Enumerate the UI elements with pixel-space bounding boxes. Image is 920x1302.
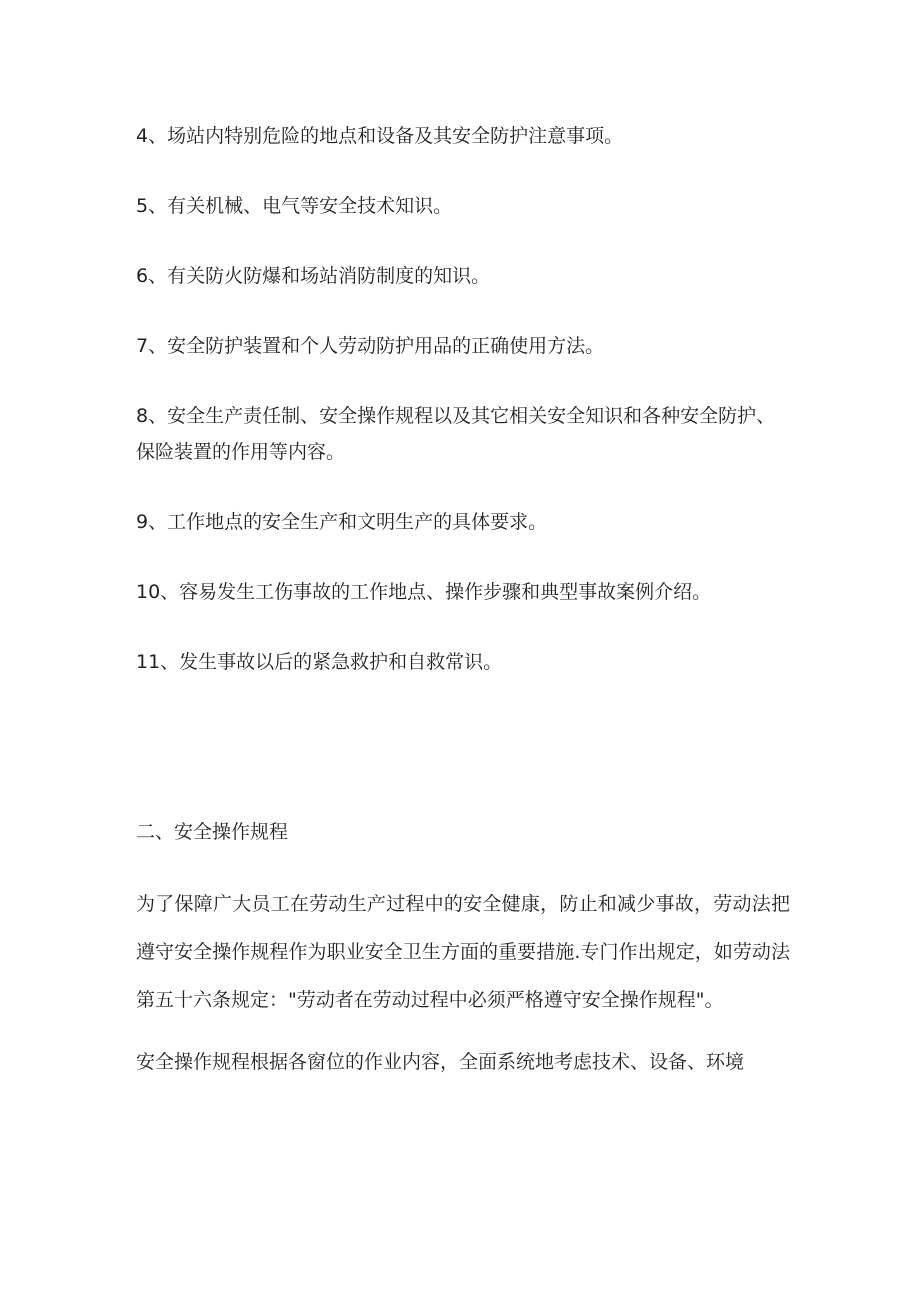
- section-paragraph-2: 安全操作规程根据各窗位的作业内容，全面系统地考虑技术、设备、环境: [136, 1051, 745, 1073]
- list-item-7: 7、安全防护装置和个人劳动防护用品的正确使用方法。: [136, 335, 605, 357]
- section-paragraph-1: 为了保障广大员工在劳动生产过程中的安全健康，防止和减少事故，劳动法把遵守安全操作规程作为职业安全卫生方面的重要措施.专门作出规定，如劳动法第五十六条规定："劳动者在劳动过程中必须严格遵守安全操作规程"。: [136, 893, 790, 1011]
- list-item-10: 10、容易发生工伤事故的工作地点、操作步骤和典型事故案例介绍。: [136, 581, 712, 603]
- document-content: [136, 118, 790, 1086]
- list-item-5: 5、有关机械、电气等安全技术知识。: [136, 195, 453, 217]
- list-item-11: 11、发生事故以后的紧急救护和自救常识。: [136, 651, 503, 673]
- section-spacer: [136, 714, 790, 814]
- paragraph-spacer: [136, 1024, 790, 1038]
- list-item-6: 6、有关防火防爆和场站消防制度的知识。: [136, 265, 491, 287]
- section-heading: 二、安全操作规程: [136, 821, 289, 843]
- list-item-8: 8、安全生产责任制、安全操作规程以及其它相关安全知识和各种安全防护、保险装置的作用等内容。: [136, 405, 776, 463]
- list-item-4: 4、场站内特别危险的地点和设备及其安全防护注意事项。: [136, 125, 624, 147]
- list-item-9: 9、工作地点的安全生产和文明生产的具体要求。: [136, 511, 548, 533]
